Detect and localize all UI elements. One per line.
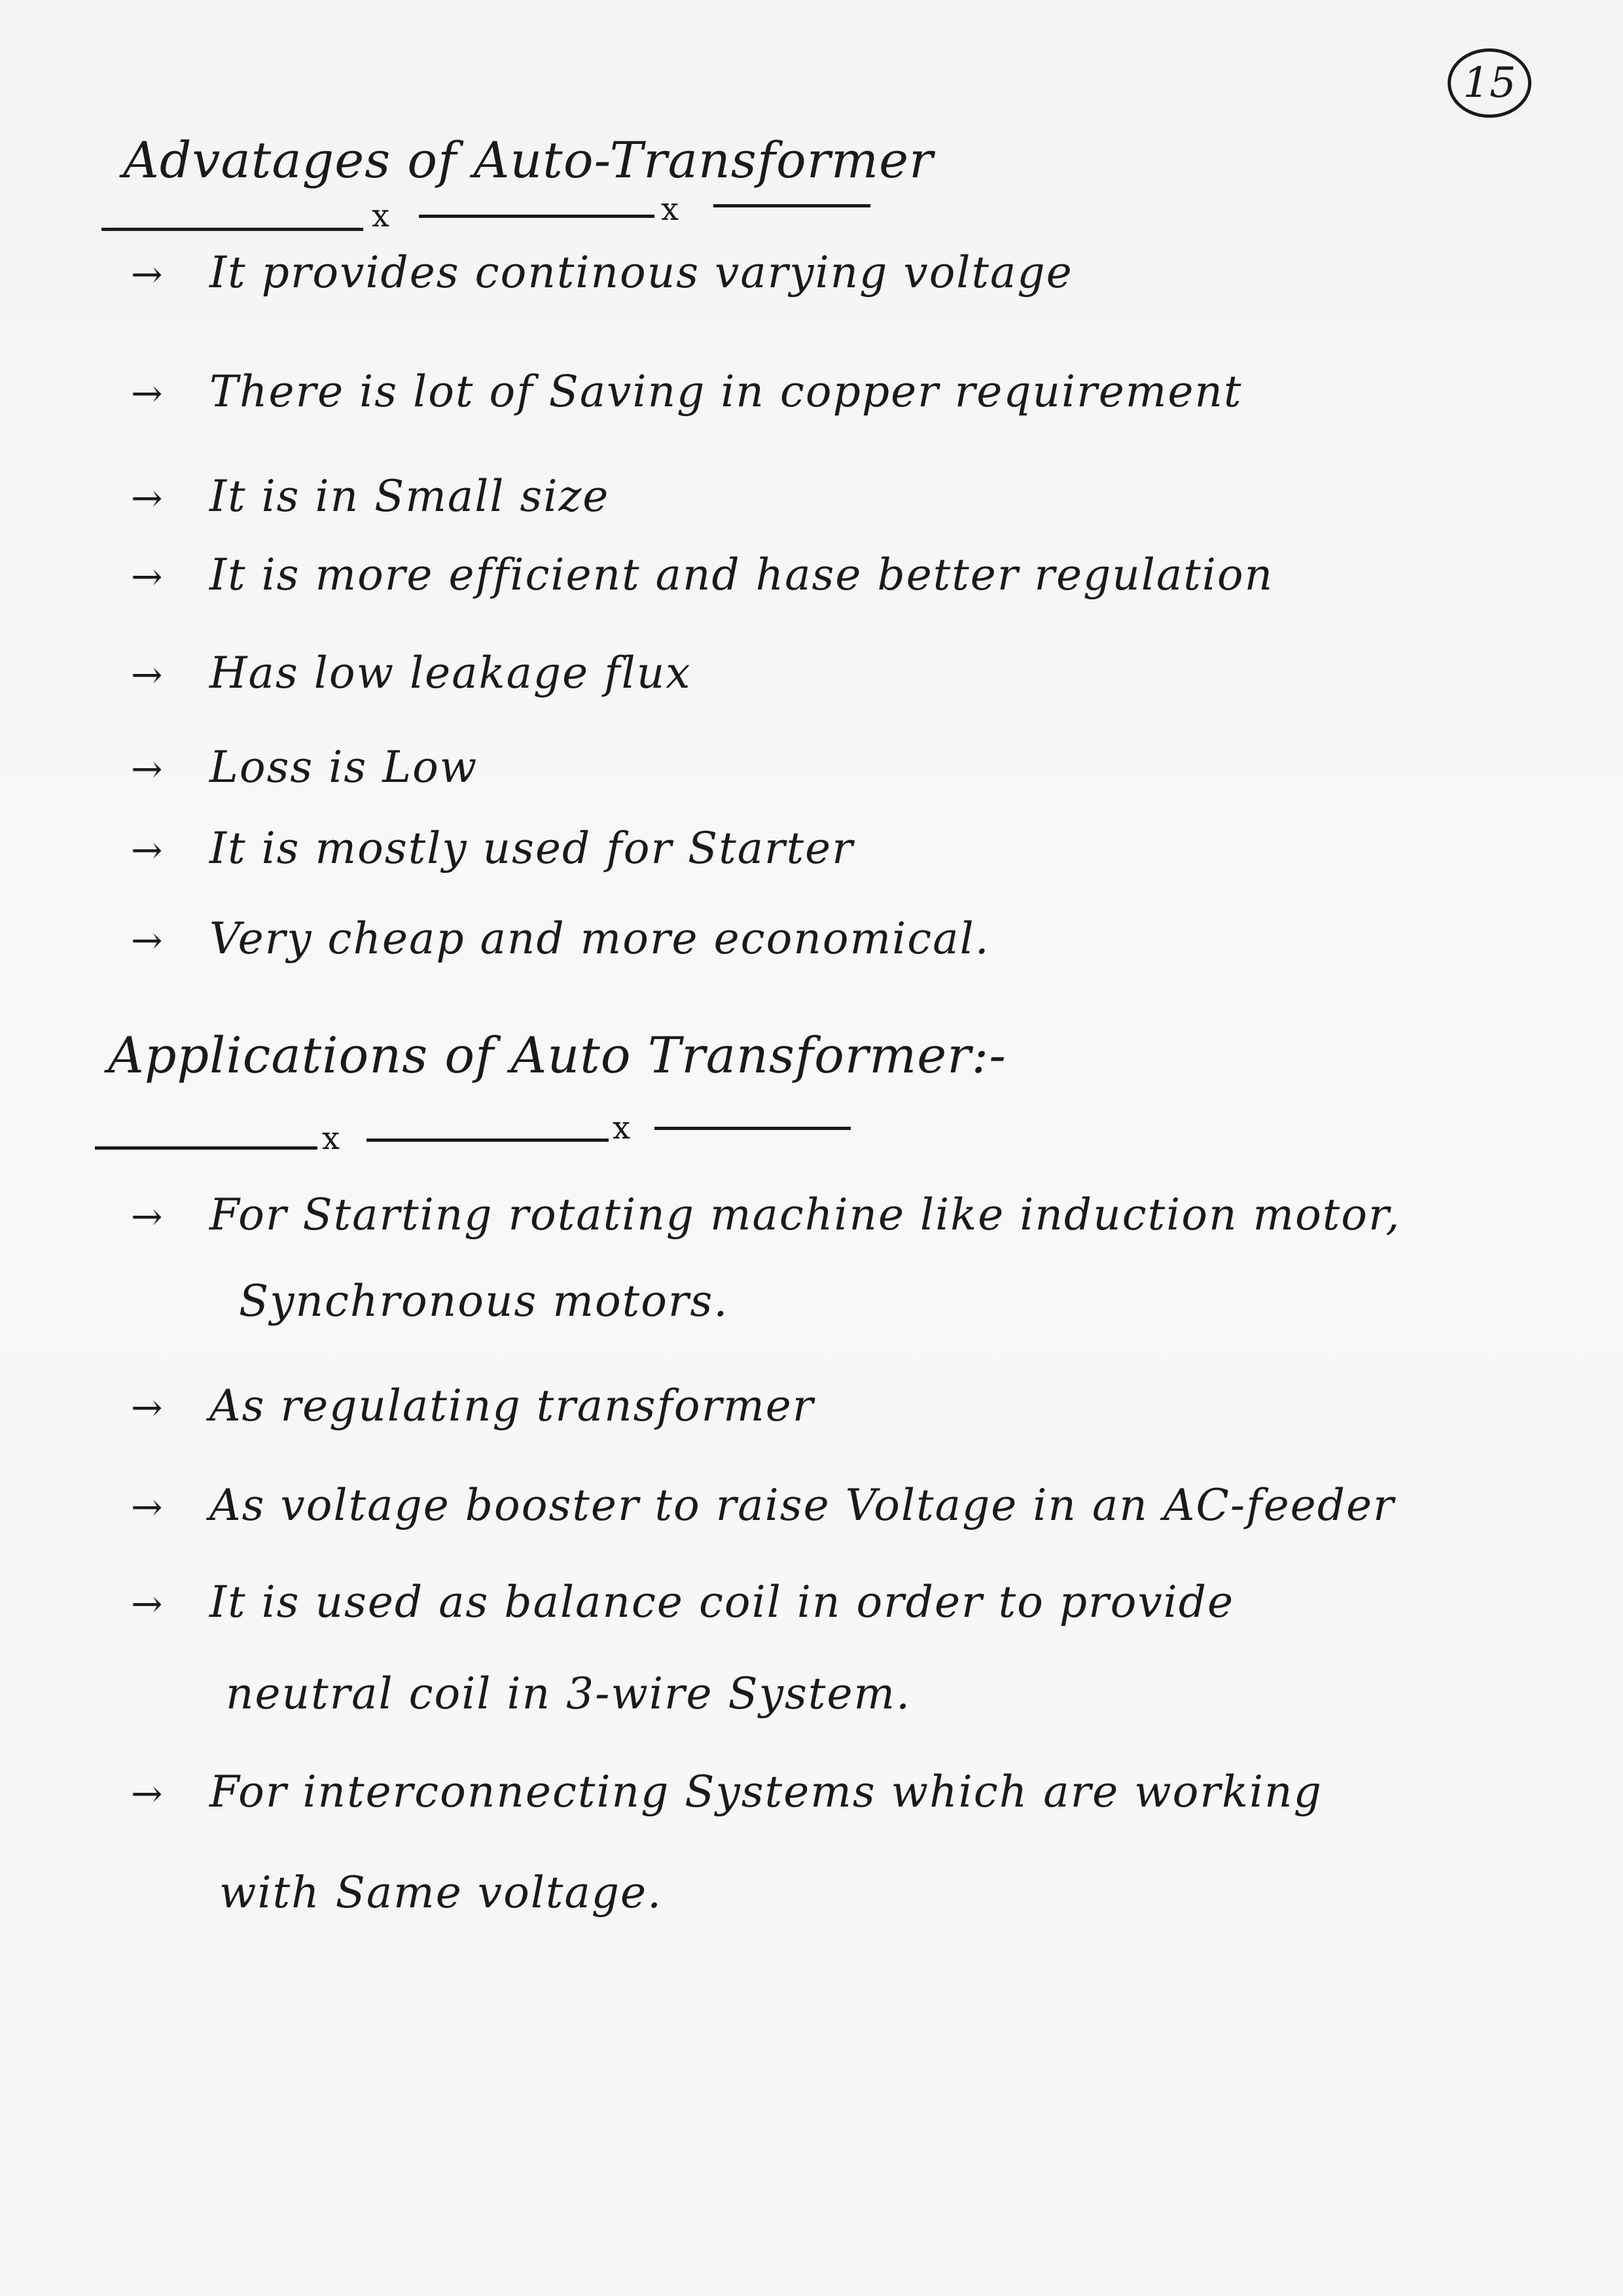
application-item <box>131 1767 1323 1817</box>
application-text-continued: Synchronous motors. <box>239 1276 729 1326</box>
arrow-icon: → <box>131 1194 164 1239</box>
arrow-icon: → <box>131 918 164 963</box>
advantage-text: Has low leakage flux <box>209 648 692 698</box>
application-text: For Starting rotating machine like induction motor, <box>209 1190 1401 1240</box>
advantage-item <box>131 648 691 698</box>
advantage-item <box>131 823 854 874</box>
arrow-icon: → <box>131 1771 164 1816</box>
advantage-text: Very cheap and more economical. <box>209 913 990 964</box>
applications-underline-right <box>654 1127 851 1130</box>
advantage-item <box>131 366 1242 417</box>
application-text: It is used as balance coil in order to provide <box>209 1577 1235 1627</box>
application-text-continued: with Same voltage. <box>219 1867 663 1918</box>
advantage-text: It is in Small size <box>209 471 610 521</box>
arrow-icon: → <box>131 476 164 520</box>
arrow-icon: → <box>131 554 164 599</box>
advantage-item <box>131 742 478 792</box>
advantage-item <box>131 550 1274 600</box>
advantages-underline-mark-2: x <box>661 191 679 228</box>
advantage-item <box>131 247 1073 298</box>
advantages-underline-mark-1: x <box>372 198 390 234</box>
advantage-text: There is lot of Saving in copper requirement <box>209 366 1243 417</box>
arrow-icon: → <box>131 747 164 791</box>
advantage-text: It is more efficient and hase better regulation <box>209 550 1274 600</box>
application-text: As regulating transformer <box>209 1381 815 1431</box>
application-item <box>131 1577 1234 1627</box>
application-text: For interconnecting Systems which are working <box>209 1767 1323 1817</box>
advantages-heading: Advatages of Auto-Transformer <box>123 131 934 189</box>
arrow-icon: → <box>131 652 164 697</box>
arrow-icon: → <box>131 371 164 415</box>
application-item <box>131 1480 1395 1530</box>
advantage-item <box>131 471 609 521</box>
advantages-underline-left <box>101 228 363 231</box>
arrow-icon: → <box>131 1485 164 1529</box>
application-text: As voltage booster to raise Voltage in an AC-feeder <box>209 1480 1395 1530</box>
advantages-underline-middle <box>419 215 654 218</box>
advantage-text: It is mostly used for Starter <box>209 823 854 874</box>
advantage-text: Loss is Low <box>209 742 478 792</box>
advantage-item <box>131 913 990 964</box>
application-item <box>131 1381 814 1431</box>
arrow-icon: → <box>131 828 164 872</box>
applications-heading: Applications of Auto Transformer:- <box>108 1026 1007 1084</box>
arrow-icon: → <box>131 1581 164 1626</box>
arrow-icon: → <box>131 252 164 296</box>
application-item <box>131 1190 1400 1240</box>
advantages-underline-right <box>713 204 870 207</box>
application-text-continued: neutral coil in 3-wire System. <box>226 1669 912 1719</box>
applications-underline-mark-2: x <box>613 1110 631 1146</box>
page-number: 15 <box>1448 48 1531 118</box>
applications-underline-left <box>95 1146 317 1150</box>
arrow-icon: → <box>131 1385 164 1430</box>
advantage-text: It provides continous varying voltage <box>209 247 1073 298</box>
applications-underline-mark-1: x <box>322 1120 340 1157</box>
applications-underline-middle <box>366 1139 609 1142</box>
